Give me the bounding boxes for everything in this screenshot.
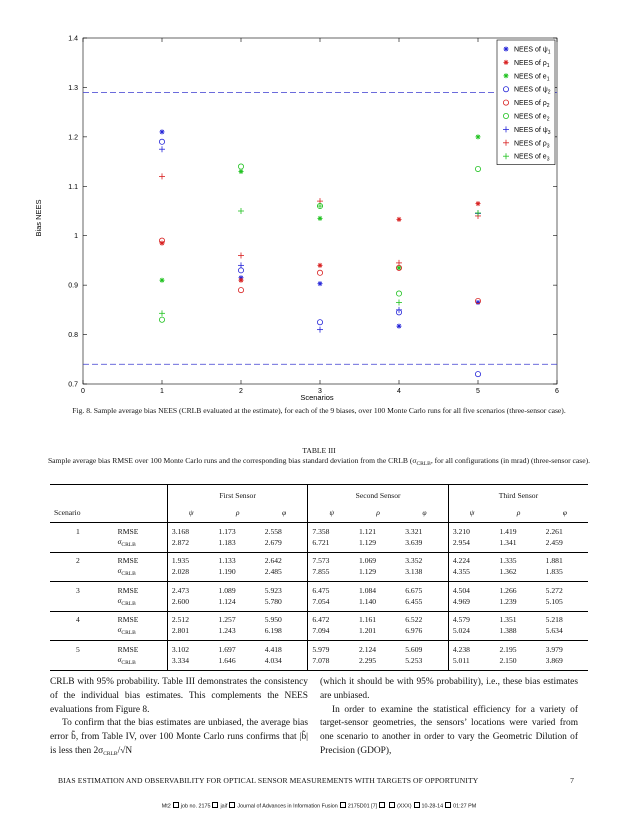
sigma-value: 2.679 [261,537,308,553]
legend-label: NEES of $\psi_3$ [514,126,551,136]
sigma-value: 2.485 [261,566,308,582]
job-info-item: (XXX) [397,803,412,810]
left-paragraph-2: To confirm that the bias estimates are unbiased, the average bias error b̃̄, from Table IV, over 100 Monte Carlo runs confirms that |b̃̄| is less then $2\sigma_{CRLB}/√N$ [50,718,309,757]
data-point-circle [317,320,322,325]
header-blank [50,485,167,502]
sigma-value: 6.976 [401,625,448,641]
left-paragraph-1: CRLB with 95% probability. Table III demonstrates the consistency of the individual bias estimates. This complements the NEES evaluations from Figure 8. [50,677,308,715]
rmse-value: 1.161 [359,615,377,625]
sensor-group-header: Third Sensor [448,485,588,502]
rmse-value: 5.609 [405,644,423,654]
data-point-plus [238,252,244,258]
table-row [50,582,588,596]
rmse-value: 6.472 [308,611,355,625]
data-point-plus [317,327,323,333]
data-point-star [239,278,244,283]
angle-column-header: ψ [308,501,355,523]
x-tick-label: 5 [476,388,480,395]
legend-label: NEES of $\psi_1$ [514,46,551,56]
data-point-star [397,324,402,329]
rmse-value: 3.210 [448,523,495,537]
y-tick-label: 0.7 [68,381,78,389]
rmse-value: 5.272 [545,585,563,595]
table-row [50,655,588,671]
bias-nees-chart [0,0,638,400]
data-point-circle [475,166,480,171]
sigma-value: 3.334 [167,655,214,671]
rmse-value: 4.238 [448,641,495,655]
sigma-value: 1.388 [495,625,541,641]
table-row [50,641,588,655]
sigma-value: 1.190 [215,566,261,582]
job-info-item: job no. 2175 [180,803,211,810]
sigma-value: 2.150 [495,655,541,671]
row-blank [50,655,114,671]
rmse-value: 7.573 [308,552,355,566]
rmse-value: 2.642 [264,556,282,566]
sigma-value: 7.078 [308,655,355,671]
sigma-value: 7.855 [308,566,355,582]
rmse-value: 5.218 [545,615,563,625]
rmse-value: 2.261 [545,526,563,536]
rmse-value: 1.881 [545,556,563,566]
y-tick-label: 0.9 [68,282,78,290]
data-point-plus [475,210,481,216]
sigma-value: 7.094 [308,625,355,641]
sigma-value: 1.646 [215,655,261,671]
data-point-plus [238,208,244,214]
job-info-item: Mt2 [161,803,171,810]
sigma-value: 6.721 [308,537,355,553]
row-blank [50,625,114,641]
chart-legend [497,40,555,165]
scenario-number: 5 [76,644,80,654]
separator-box [414,802,420,808]
page-number: 7 [570,776,574,785]
rmse-value: 1.697 [218,644,236,654]
table-row [50,523,588,537]
running-head: BIAS ESTIMATION AND OBSERVABILITY FOR OPTICAL SENSOR MEASUREMENTS WITH TARGETS OF OPPORTUNITY [58,776,479,785]
table-row [50,596,588,612]
sigma-crlb-label: $\sigma_{CRLB}$ [114,566,168,582]
angle-column-header: ψ [167,501,214,523]
rmse-value: 1.133 [218,556,236,566]
data-point-star [160,278,165,283]
legend-label: NEES of $\rho_2$ [514,100,550,110]
table-header-groups [50,485,588,502]
row-blank [50,596,114,612]
angle-column-header: φ [542,501,588,523]
angle-column-header: ψ [448,501,495,523]
y-tick-label: 1.1 [68,183,78,191]
rmse-value: 2.195 [499,644,517,654]
rmse-value: 1.266 [499,585,517,595]
rmse-value: 3.168 [167,523,214,537]
rmse-value: 3.979 [545,644,563,654]
sigma-value: 3.639 [401,537,448,553]
separator-box [173,802,179,808]
table-row [50,537,588,553]
data-point-circle [475,372,480,377]
right-paragraph-1: (which it should be with 95% probability), i.e., these bias estimates are unbiased. [320,677,578,701]
data-point-star [476,201,481,206]
sigma-value: 5.011 [448,655,495,671]
table-number: TABLE III [302,446,336,455]
data-point-circle [238,164,243,169]
data-point-plus [159,310,165,316]
rmse-value: 1.121 [359,526,377,536]
left-column [50,676,308,762]
data-point-star [318,263,323,268]
row-blank [50,566,114,582]
angle-column-header: ρ [495,501,541,523]
separator-box [389,802,395,808]
x-tick-label: 1 [160,388,164,395]
rmse-value: 5.923 [264,585,282,595]
sigma-value: 1.239 [495,596,541,612]
sigma-value: 2.801 [167,625,214,641]
rmse-label: RMSE [117,585,139,595]
rmse-value: 3.321 [405,526,423,536]
rmse-value: 1.335 [499,556,517,566]
job-info-item: 10-28-14 [421,803,444,810]
x-tick-label: 4 [397,388,401,395]
rmse-value: 2.558 [264,526,282,536]
x-tick-label: 0 [81,388,85,395]
sigma-value: 4.355 [448,566,495,582]
rmse-value: 3.102 [167,641,214,655]
separator-box [445,802,451,808]
separator-box [379,802,385,808]
table-header-columns [50,501,588,523]
y-tick-label: 1.2 [68,134,78,142]
rmse-value: 2.124 [359,644,377,654]
legend-marker [504,73,509,78]
rmse-value: 1.084 [359,585,377,595]
rmse-value: 1.257 [218,615,236,625]
sigma-value: 1.835 [542,566,588,582]
tick-labels [68,36,559,396]
table-row [50,611,588,625]
data-point-star [239,169,244,174]
sigma-value: 1.183 [215,537,261,553]
results-table [50,484,588,671]
x-tick-label: 6 [555,388,559,395]
rmse-value: 5.950 [264,615,282,625]
sigma-value: 2.954 [448,537,495,553]
data-point-star [318,281,323,286]
sigma-value: 6.198 [261,625,308,641]
rmse-value: 3.352 [405,556,423,566]
rmse-value: 4.504 [448,582,495,596]
rmse-value: 2.512 [167,611,214,625]
rmse-value: 4.418 [264,644,282,654]
sigma-value: 1.243 [215,625,261,641]
angle-column-header: φ [261,501,308,523]
sigma-value: 2.600 [167,596,214,612]
right-column [320,676,578,759]
scenario-number: 3 [76,585,80,595]
data-point-circle [159,317,164,322]
job-info-line [0,802,638,810]
data-point-star [160,129,165,134]
sigma-crlb-label: $\sigma_{CRLB}$ [114,537,168,553]
separator-box [212,802,218,808]
sigma-value: 1.124 [215,596,261,612]
sigma-value: 1.140 [355,596,401,612]
sigma-value: 5.634 [542,625,588,641]
sigma-crlb-label: $\sigma_{CRLB}$ [114,655,168,671]
sigma-crlb-label: $\sigma_{CRLB}$ [114,596,168,612]
legend-label: NEES of $\rho_1$ [514,59,550,69]
rmse-label: RMSE [117,615,139,625]
rmse-value: 6.475 [308,582,355,596]
sigma-value: 2.459 [542,537,588,553]
sigma-crlb-label: $\sigma_{CRLB}$ [114,625,168,641]
y-tick-label: 1 [74,233,78,241]
legend-label: NEES of $\rho_3$ [514,140,550,150]
sigma-value: 3.138 [401,566,448,582]
table-caption: Sample average bias RMSE over 100 Monte Carlo runs and the corresponding bias standard deviation from the CRLB ($\sigma_{CRLB}$, for all configurations (in mrad) (three-sensor case). [47,456,591,467]
scenario-number: 1 [76,526,80,536]
sigma-value: 4.034 [261,655,308,671]
rmse-value: 5.979 [308,641,355,655]
rmse-value: 1.351 [499,615,517,625]
separator-box [340,802,346,808]
sigma-value: 1.201 [355,625,401,641]
sigma-value: 5.780 [261,596,308,612]
rmse-value: 7.358 [308,523,355,537]
angle-column-header: φ [401,501,448,523]
y-tick-label: 0.8 [68,332,78,340]
data-point-plus [396,299,402,305]
sigma-value: 2.872 [167,537,214,553]
data-point-circle [159,139,164,144]
header-blank [114,501,168,523]
data-point-star [476,134,481,139]
sigma-value: 4.969 [448,596,495,612]
angle-column-header: ρ [215,501,261,523]
legend-label: NEES of $e_2$ [514,113,550,123]
sigma-value: 5.024 [448,625,495,641]
job-info-item: jaif [220,803,228,810]
legend-label: NEES of $\psi_2$ [514,86,551,96]
y-tick-label: 1.3 [68,84,78,92]
table-row [50,566,588,582]
rmse-value: 4.224 [448,552,495,566]
figure-caption: Fig. 8. Sample average bias NEES (CRLB evaluated at the estimate), for each of the 9 biases, over 100 Monte Carlo runs for all five scenarios (three-sensor case). [72,406,566,415]
rmse-value: 1.419 [499,526,517,536]
data-point-circle [238,287,243,292]
rmse-value: 1.089 [218,585,236,595]
x-tick-label: 3 [318,388,322,395]
sigma-value: 1.129 [355,537,401,553]
rmse-value: 1.935 [167,552,214,566]
separator-box [229,802,235,808]
sensor-group-header: Second Sensor [308,485,448,502]
sigma-value: 1.129 [355,566,401,582]
rmse-value: 2.473 [167,582,214,596]
scenario-number: 2 [76,556,80,566]
data-point-plus [396,260,402,266]
x-tick-label: 2 [239,388,243,395]
job-info-item: 2175D01 [7] [347,803,378,810]
legend-label: NEES of $e_3$ [514,153,550,163]
legend-marker [504,60,509,65]
rmse-value: 4.579 [448,611,495,625]
rmse-value: 1.173 [218,526,236,536]
sigma-value: 2.295 [355,655,401,671]
sigma-value: 1.341 [495,537,541,553]
rmse-value: 1.069 [359,556,377,566]
right-paragraph-2: In order to examine the statistical efficiency for a variety of target-sensor geometries, the sensors’ locations were varied from one scenario to another in order to vary the Geometric Dilution of Precision (GDOP), [320,704,578,756]
legend-marker [504,47,509,52]
y-tick-label: 1.4 [68,35,78,43]
table-row [50,552,588,566]
table-row [50,625,588,641]
data-point-circle [317,270,322,275]
data-point-star [397,217,402,222]
rmse-value: 6.675 [405,585,423,595]
rmse-value: 6.522 [405,615,423,625]
legend-label: NEES of $e_1$ [514,73,550,83]
reference-lines [83,92,557,364]
sigma-value: 1.362 [495,566,541,582]
angle-column-header: ρ [355,501,401,523]
rmse-label: RMSE [117,526,139,536]
running-footer [58,776,574,785]
scenario-number: 4 [76,615,80,625]
job-info-item: 01:27 PM [453,803,477,810]
job-info-item: Journal of Advances in Information Fusion [237,803,338,810]
data-point-plus [238,262,244,268]
rmse-label: RMSE [117,644,139,654]
data-point-circle [396,291,401,296]
y-axis-label: Bias NEES [34,199,43,237]
scenario-header: Scenario [50,501,114,523]
data-points [159,129,481,376]
sigma-value: 6.455 [401,596,448,612]
data-point-star [318,216,323,221]
sigma-value: 2.028 [167,566,214,582]
data-point-plus [396,307,402,313]
sigma-value: 5.105 [542,596,588,612]
data-point-plus [159,173,165,179]
sigma-value: 5.253 [401,655,448,671]
row-blank [50,537,114,553]
data-point-plus [159,146,165,152]
sensor-group-header: First Sensor [167,485,307,502]
x-axis-label: Scenarios [300,393,334,400]
rmse-label: RMSE [117,556,139,566]
sigma-value: 3.869 [542,655,588,671]
sigma-value: 7.054 [308,596,355,612]
data-point-circle [238,268,243,273]
